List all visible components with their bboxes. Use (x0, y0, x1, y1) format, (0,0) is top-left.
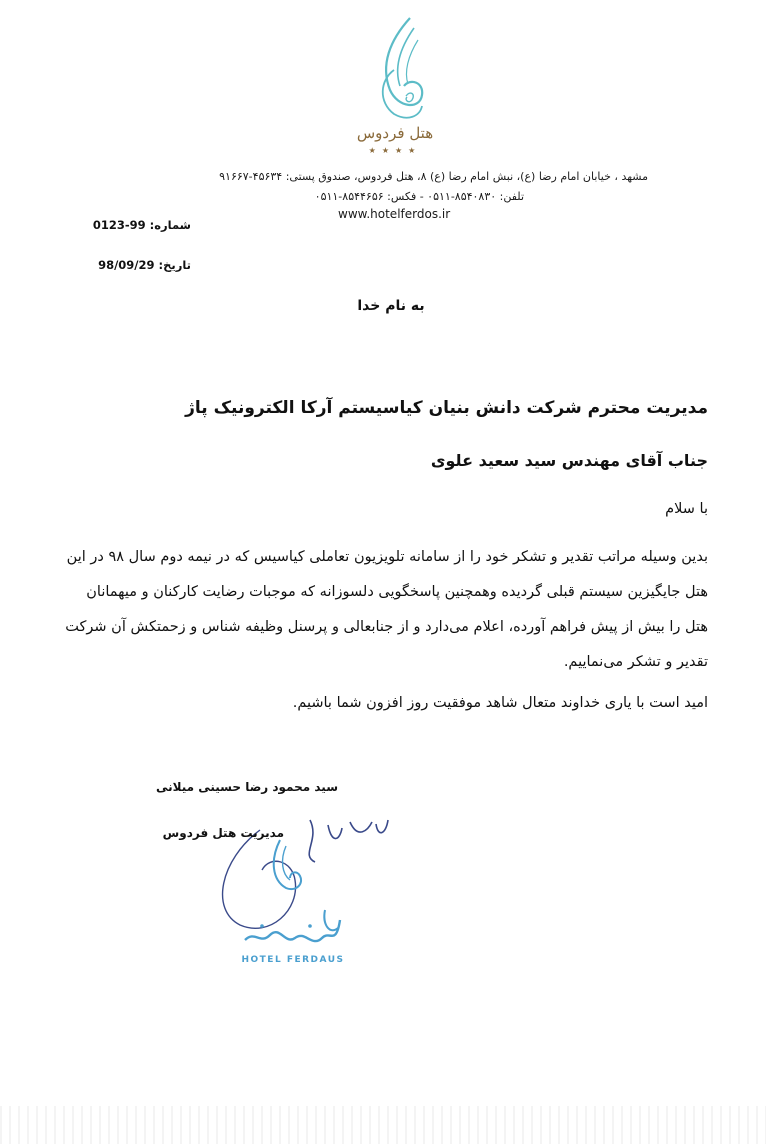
body-line: تقدیر و تشکر می‌نماییم. (563, 654, 708, 670)
signatory-name: سید محمود رضا حسینی میلانی (155, 780, 338, 794)
stamp-caption: HOTEL FERDAUS (241, 955, 345, 965)
letter-date (98, 258, 191, 272)
body-line: هتل را بیش از پیش فراهم آورده، اعلام می‌دارد و از جنابعالی و پرسنل وظیفه شناس و زحمتکش آن شرکت (65, 619, 708, 635)
letter-number-label: شماره: (149, 218, 191, 232)
hotel-brand-name: هتل فردوس (356, 124, 434, 142)
basmala-heading: به نام خدا (357, 298, 425, 314)
letter-date-label: تاریخ: (158, 258, 191, 272)
letter-body (48, 540, 708, 680)
body-line: بدین وسیله مراتب تقدیر و تشکر خود را از سامانه تلویزیون تعاملی کیاسیس که در نیمه دوم سال ۹۸ در این (66, 549, 708, 565)
greeting: با سلام (665, 501, 708, 517)
closing-line: امید است با یاری خداوند متعال شاهد موفقیت روز افزون شما باشیم. (292, 695, 708, 711)
letter-date-value: 98/09/29 (98, 258, 155, 272)
hotel-website: www.hotelferdos.ir (338, 207, 451, 221)
attention-line: جناب آقای مهندس سید سعید علوی (430, 451, 708, 470)
body-line: هتل جایگیزین سیستم قبلی گردیده وهمچنین پاسخگویی دلسوزانه که موجبات رضایت کارکنان و میهمانان (86, 584, 708, 600)
hotel-address: مشهد ، خیابان امام رضا (ع)، نبش امام رضا (ع) ۸، هتل فردوس، صندوق پستی: ۴۵۶۳۴-۹۱۶۶۷ (219, 170, 648, 183)
signatory-title: مدیریت هتل فردوس (162, 826, 284, 840)
recipient-line: مدیریت محترم شرکت دانش بنیان کیاسیستم آرکا الکترونیک پاژ (185, 398, 708, 418)
bleed-through-decoration (0, 1106, 766, 1144)
letter-number (93, 218, 191, 232)
letter-number-value: 0123-99 (92, 218, 146, 232)
hotel-phone-fax: تلفن: ۸۵۴۰۸۳۰-۰۵۱۱ - فکس: ۸۵۴۴۶۵۶-۰۵۱۱ (314, 190, 524, 203)
hotel-star-rating: ★★★★ (368, 146, 422, 155)
